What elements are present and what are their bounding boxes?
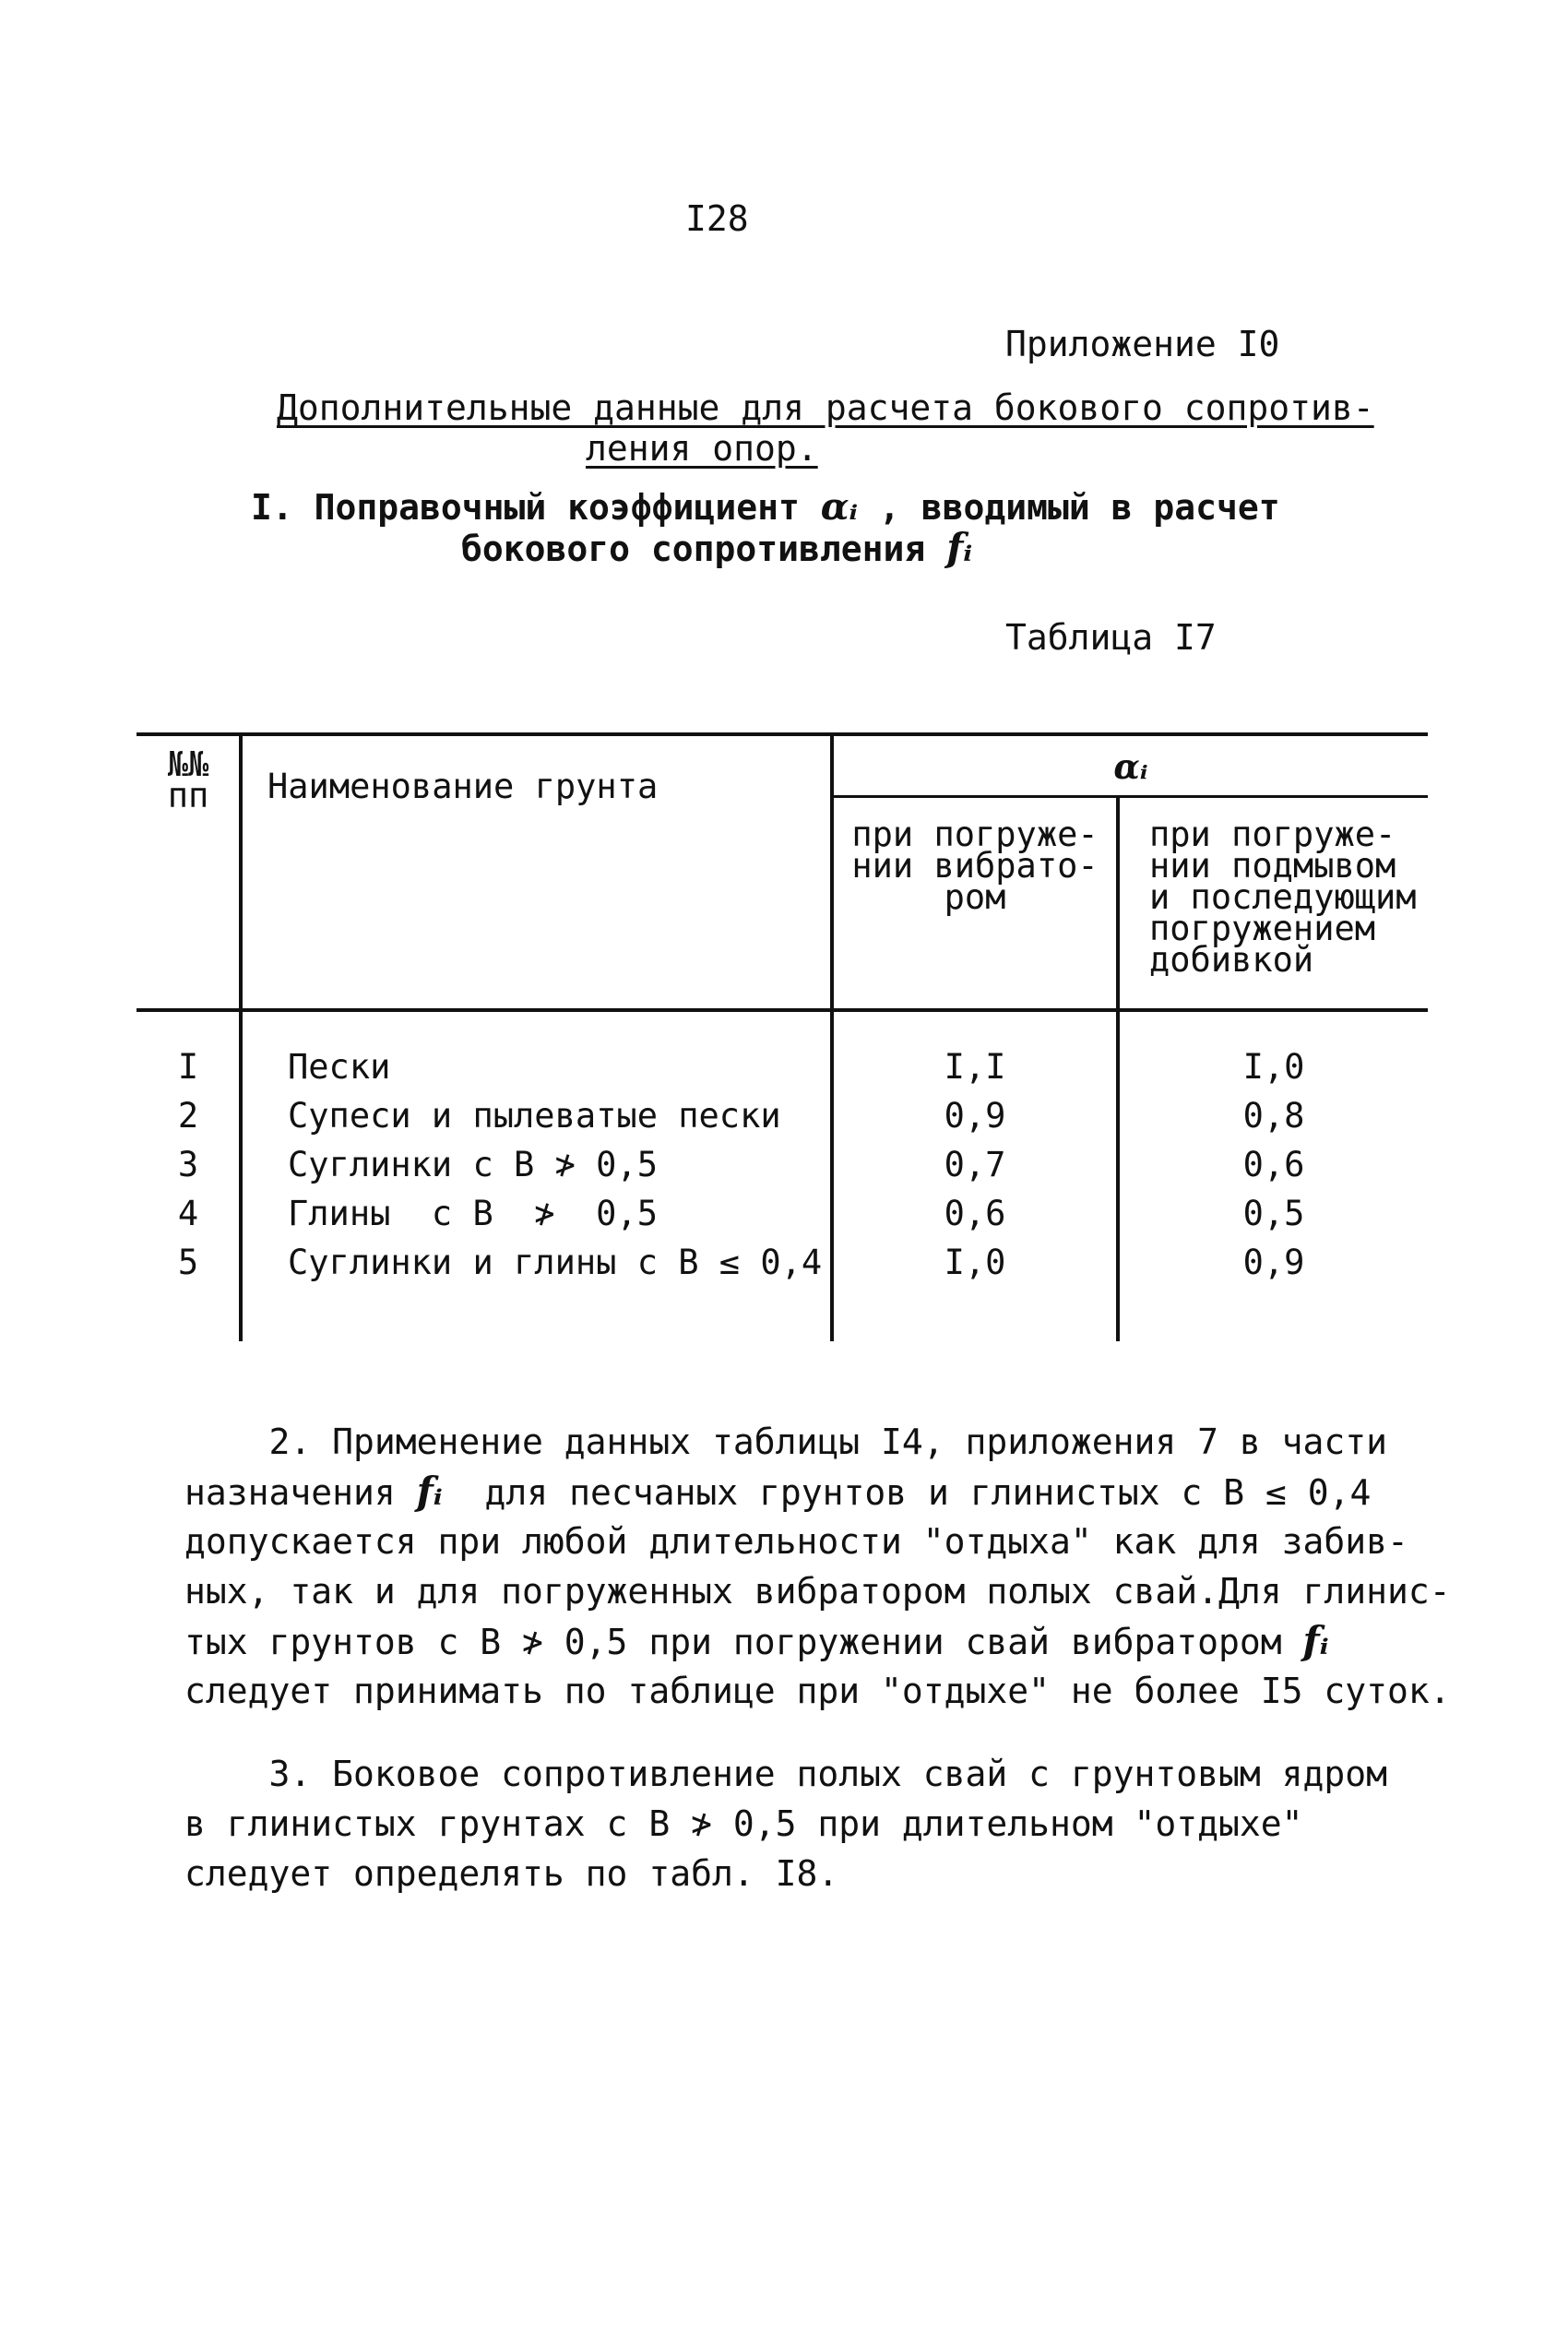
paragraph-2-line-3: допускается при любой длительности "отдыха" как для забив- [184, 1521, 1408, 1562]
appendix-heading [277, 387, 1374, 469]
col-header-name: Наименование грунта [267, 767, 659, 806]
paragraph-3-line-2: в глинистых грунтах с В ≯ 0,5 при длительном "отдыхе" [184, 1803, 1303, 1844]
f-symbol: fᵢ [946, 525, 973, 570]
table-group-rule [832, 795, 1428, 798]
paragraph-2-line-2 [184, 1467, 1371, 1517]
section-1-title [251, 487, 1280, 569]
row-number: 3 [177, 1145, 199, 1184]
appendix-label: Приложение I0 [1005, 324, 1280, 364]
section-1-line-2: бокового сопротивления [461, 529, 947, 569]
table-header-rule [137, 1008, 1428, 1012]
row-number: 5 [177, 1243, 199, 1282]
page-number: I28 [685, 198, 749, 239]
row-soil-name: Супеси и пылеватые пески [288, 1096, 781, 1136]
col-header-vibro: при погруже- нии вибрато- ром [851, 815, 1099, 917]
paragraph-3-line-1: 3. Боковое сопротивление полых свай с грунтовым ядром [184, 1754, 1388, 1794]
row-vibro-value: 0,6 [944, 1194, 1006, 1233]
row-soil-name: Суглинки с В ≯ 0,5 [288, 1145, 658, 1184]
col-header-wash: при погруже- нии подмывом и последующим погружением добивкой [1149, 815, 1417, 980]
row-vibro-value: 0,9 [944, 1096, 1006, 1136]
table-label: Таблица I7 [1005, 617, 1217, 658]
heading-line-1: Дополнительные данные для расчета бокового сопротив- [277, 387, 1374, 428]
row-wash-value: 0,6 [1242, 1145, 1305, 1184]
f-symbol: fᵢ [1302, 1618, 1329, 1663]
row-wash-value: 0,5 [1242, 1194, 1305, 1233]
paragraph-2-line-4: ных, так и для погруженных вибратором полых свай.Для глинис- [184, 1571, 1451, 1612]
row-vibro-value: I,0 [944, 1243, 1006, 1282]
alpha-symbol: αᵢ [820, 485, 859, 529]
paragraph-2-line-6: следует принимать по таблице при "отдыхе" не более I5 суток. [184, 1671, 1451, 1711]
paragraph-3-line-3: следует определять по табл. I8. [184, 1853, 839, 1894]
row-wash-value: I,0 [1242, 1047, 1305, 1087]
row-vibro-value: I,I [944, 1047, 1006, 1087]
row-wash-value: 0,9 [1242, 1243, 1305, 1282]
row-soil-name: Суглинки и глины с В ≤ 0,4 [288, 1243, 823, 1282]
section-1-line-1-a: I. Поправочный коэффициент [251, 487, 821, 528]
row-number: I [177, 1047, 199, 1087]
table-top-rule [137, 732, 1428, 736]
row-number: 4 [177, 1194, 199, 1233]
paragraph-2-line-2-b: для песчаных грунтов и глинистых с В ≤ 0,4 [442, 1472, 1372, 1513]
paragraph-2-line-5 [184, 1616, 1329, 1667]
table-vline-1 [239, 732, 243, 1341]
f-symbol: fᵢ [416, 1469, 443, 1514]
row-soil-name: Пески [288, 1047, 391, 1087]
row-soil-name: Глины с В ≯ 0,5 [288, 1194, 658, 1233]
row-vibro-value: 0,7 [944, 1145, 1006, 1184]
col-header-alpha: αᵢ [1113, 746, 1148, 787]
paragraph-2-line-5-a: тых грунтов с В ≯ 0,5 при погружении свай вибратором [184, 1622, 1303, 1662]
section-1-line-1-b: , вводимый в расчет [858, 487, 1280, 528]
col-header-number: №№ пп [167, 744, 209, 815]
paragraph-2-line-2-a: назначения [184, 1472, 417, 1513]
paragraph-2-line-1: 2. Применение данных таблицы I4, приложения 7 в части [184, 1422, 1388, 1462]
heading-line-2: ления опор. [586, 428, 818, 469]
row-number: 2 [177, 1096, 199, 1136]
row-wash-value: 0,8 [1242, 1096, 1305, 1136]
